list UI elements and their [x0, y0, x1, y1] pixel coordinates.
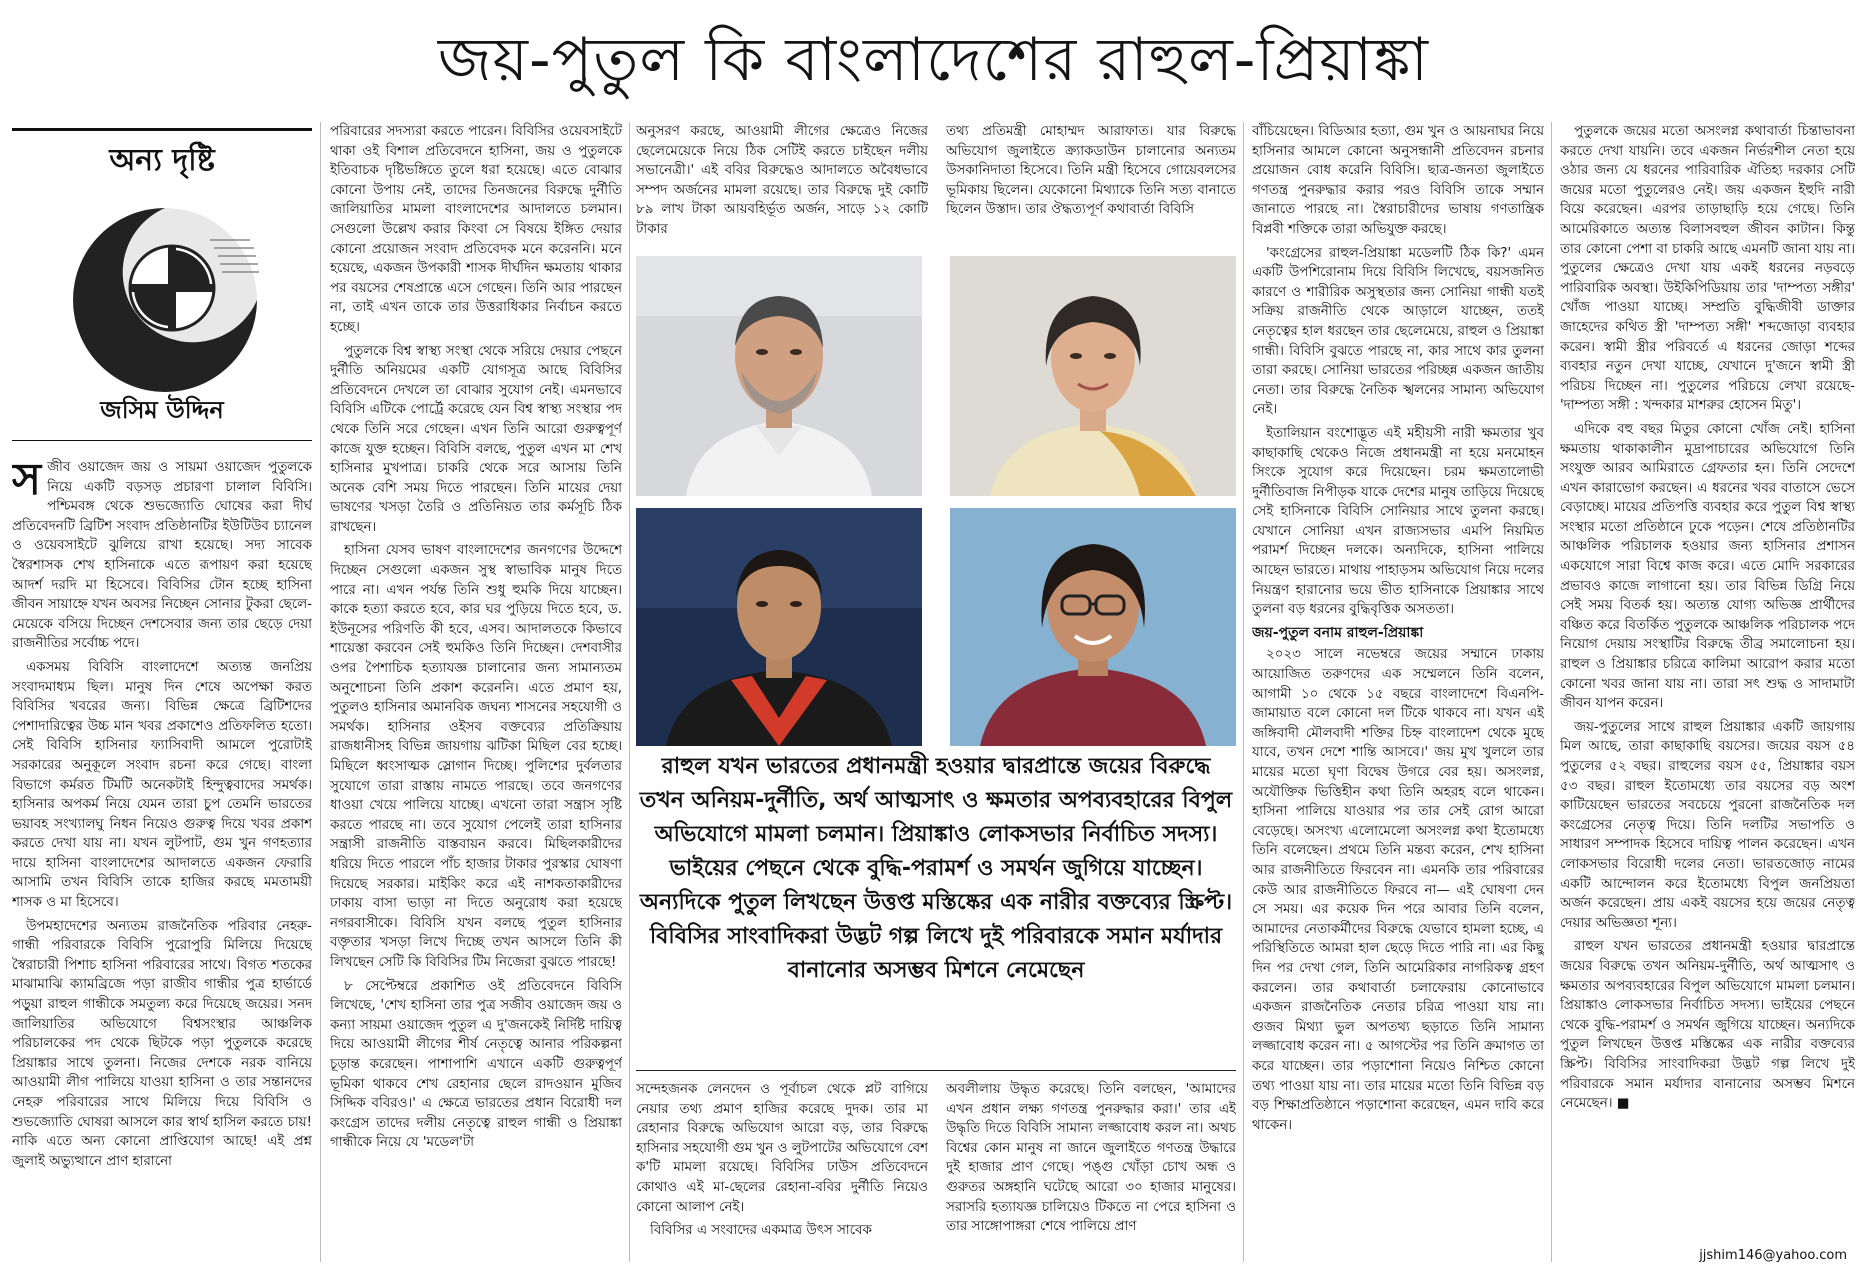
paragraph: পরিবারের সদস্যরা করতে পারেন। বিবিসির ওয়েবসাইটে থাকা ওই বিশাল প্রতিবেদনে হাসিনা, জয় ও পুতুলকে ইতিবাচক দৃষ্টিভঙ্গিতে তুলে ধরা হয়েছে। এতে বোঝার কোনো উপায় নেই, তাদের তিনজনের বিরুদ্ধে দুর্নীতি জালিয়াতির মামলা বাংলাদেশের আদালতে চলমান। সেগুলো উল্লেখ করার কিংবা সে বিষয়ে ইঙ্গিত দেয়ার কোনো প্রয়োজন সংবাদ প্রতিবেদক মনে করেননি। মনে হয়েছে, একজন উপকারী শাসক দীর্ঘদিন ক্ষমতায় থাকার পর বয়সের শেষপ্রান্তে এসে গেছেন। তিনি আর পারছেন না, তাই এখন তাকে তার উত্তরাধিকার নির্বাচন করতে হচ্ছে। — [330, 124, 622, 335]
paragraph: হাসিনা যেসব ভাষণ বাংলাদেশের জনগণের উদ্দেশে দিচ্ছেন সেগুলো একজন সুস্থ স্বাভাবিক মানুষ দিতে পারে না। এখন পর্যন্ত তিনি শুধু হুমকি দিয়ে যাচ্ছেন। কাকে হত্যা করতে হবে, কার ঘর পুড়িয়ে দিতে হবে, ড. ইউনূসের পরিণতি কী হবে, এসব। আদালতকে কিভাবে শায়েস্তা করবেন সেই হুমকিও তিনি দিচ্ছেন। দেশবাসীর ওপর পৈশাচিক হত্যাযজ্ঞ চালানোর জন্য সামান্যতম অনুশোচনা তিনি প্রকাশ করেননি। এতে প্রমাণ হয়, পুতুলও হাসিনার অমানবিক জঘন্য শাসনের সহযোগী ও সমর্থক। হাসিনার ওইসব বক্তব্যের প্রতিক্রিয়ায় রাজধানীসহ বিভিন্ন জায়গায় ঝটিকা মিছিল বের হচ্ছে। মিছিলে ধ্বংসাত্মক স্লোগান দিচ্ছে। পুলিশের দুর্বলতার সুযোগে তারা রাস্তায় নামতে পারছে। তবে জনগণের ধাওয়া খেয়ে পালিয়ে যাচ্ছে। এখনো তারা সন্ত্রাস সৃষ্টি করতে পারছে না। তবে সুযোগ পেলেই তারা হাসিনার সন্ত্রাসী রাজনীতি বাস্তবায়ন করবে। মিছিলকারীদের ধরিয়ে দিতে পারলে পাঁচ হাজার টাকার পুরস্কার ঘোষণা দিয়েছে সরকার। মাইকিং করে এই নাশকতাকারীদের ঢাকায় বাসা ভাড়া না দিতে অনুরোধ করা হয়েছে নগরবাসীকে। বিবিসি যখন বলছে পুতুল হাসিনার বক্তৃতার খসড়া লিখে দিচ্ছে তখন আসলে তিনি কী লিখছেন সেটি কি বিবিসির টিম নিজেরা বুঝতে পারছে! — [330, 543, 622, 970]
paragraph: বিবিসির এ সংবাদের একমাত্র উৎস সাবেক — [650, 1223, 872, 1239]
paragraph: পুতুলকে জয়ের মতো অসংলগ্ন কথাবার্তা চিন্তাভাবনা করতে দেখা যায়নি। তবে একজন নির্ভরশীল নেতা হয়ে ওঠার জন্য যে ধরনের পারিবারিক ঐতিহ্য দরকার সেটি জয়ের মতো পুতুলেরও নেই। জয় একজন ইহুদি নারী বিয়ে করেছেন। এরপর তাড়াছাড়ি হয়ে গেছে। তিনি আমেরিকাতে অত্যন্ত বিলাসবহুল জীবন কাটান। কিন্তু তার কোনো পেশা বা চাকরি আছে এমনটি জানা যায় না। পুতুলের ক্ষেত্রেও দেখা যায় একই ধরনের নড়বড়ে পারিবারিক অবস্থা। উইকিপিডিয়ায় তার 'দাম্পত্য সঙ্গীর' খোঁজ পাওয়া যাচ্ছে। সম্প্রতি বুদ্ধিজীবী ডাক্তার জাহেদের কথিত স্ত্রী 'দাম্পত্য সঙ্গী' শব্দজোড়া ব্যবহার করেন। স্বামী স্ত্রীর পরিবর্তে এ ধরনের জোড়া শব্দের ব্যবহার নতুন দেখা যাচ্ছে, যেখানে দু'জনে স্বামী স্ত্রী পরিচয় দিচ্ছেন না। পুতুলের পরিচয়ে লেখা রয়েছে- 'দাম্পত্য সঙ্গী : খন্দকার মাশরুর হোসেন মিতু'। — [1560, 124, 1855, 414]
article-column-6 — [1560, 122, 1855, 1242]
pullquote-bottom-rule — [636, 1070, 1236, 1071]
paragraph: ২০২৩ সালে নভেম্বরে জয়ের সম্মানে ঢাকায় আয়োজিত তরুণদের এক সম্মেলনে তিনি বলেন, আগামী ১০ থেকে ১৫ বছরে বাংলাদেশে বিএনপি-জামায়াত বলে কোনো দল টিকে থাকবে না। যখন এই জঙ্গিবাদী মৌলবাদী শক্তির চিহ্ন বাংলাদেশ থেকে মুছে যাবে, তখন দেশে শান্তি আসবে।' জয় মুখ খুললে তার মায়ের মতো ঘৃণা বিদ্বেষ উগরে বের হয়। অসংলগ্ন, অযৌক্তিক ভিত্তিহীন কথা তিনি অহরহ বলে থাকেন। হাসিনা পালিয়ে যাওয়ার পর তার সেই রোগ আরো বেড়েছে। অসংখ্য এলোমেলো অসংলগ্ন কথা ইতোমধ্যে তিনি বলেছেন। প্রথমে তিনি মন্তব্য করেন, শেখ হাসিনা আর রাজনীতিতে ফিরবেন না। এমনকি তার পরিবারের কেউ আর রাজনীতিতে ফিরবে না— এই ঘোষণা দেন সে সময়। এর কয়েক দিন পরে আবার তিনি বলেন, আমাদের নেতাকর্মীদের বিরুদ্ধে যেভাবে হামলা হচ্ছে, এ পরিস্থিতিতে আমরা হাল ছেড়ে দিতে পারি না। এর কিছু দিন পর দেখা গেল, তিনি আমেরিকার নাগরিকত্ব গ্রহণ করলেন। তার কথাবার্তা চলাফেরায় কোনোভাবে একজন রাজনৈতিক নেতার চরিত্র পাওয়া যায় না। গুজব মিথ্যা ভুল অপতথ্য ছড়াতে তিনি সামান্য লজ্জাবোধ করেন না। ৫ আগস্টের পর তিনি ক্রমাগত তা করে যাচ্ছেন। তার পড়াশোনা নিয়েও নিশ্চিত কোনো তথ্য পাওয়া যায় না। তার মায়ের মতো তিনি বিভিন্ন বড় বড় শিক্ষাপ্রতিষ্ঠানে পড়াশোনা করেছেন, এমন দাবি করে থাকেন। — [1252, 647, 1544, 1133]
column-logo-icon — [60, 200, 270, 400]
paragraph: একসময় বিবিসি বাংলাদেশে অত্যন্ত জনপ্রিয় সংবাদমাধ্যম ছিল। মানুষ দিন শেষে অপেক্ষা করত বিবিসির খবরের জন্য। বিভিন্ন ক্ষেত্রে ব্রিটিশদের পেশাদারিত্বের উচ্চ মান খবর প্রকাশেও প্রতিফলিত হতো। সেই বিবিসি হাসিনার ফ্যাসিবাদী আমলে পুরোটাই সরকারের অনুকূলে সংবাদ রচনা করে গেছে। বাংলা বিভাগে কর্মরত টিমটি অনেকটাই হিন্দুত্ববাদের সমর্থক। হাসিনার অপকর্ম নিয়ে যেমন তারা চুপ তেমনি ভারতের ভয়াবহ সংখ্যালঘু নিধন নিয়েও গুরুত্ব দিয়ে খবর প্রকাশ করতে দেখা যায় না। যখন লুটপাট, গুম খুন গণহত্যার দায়ে হাসিনা বাংলাদেশের আদালতে একজন ফেরারি আসামি তখন বিবিসি তাকে হাজির করছে মমতাময়ী শাসক ও মা হিসেবে। — [12, 659, 312, 911]
paragraph: ৮ সেপ্টেম্বরে প্রকাশিত ওই প্রতিবেদনে বিবিসি লিখেছে, 'শেখ হাসিনা তার পুত্র সজীব ওয়াজেদ জয় ও কন্যা সায়মা ওয়াজেদ পুতুল এ দু'জনকেই নির্দিষ্ট দায়িত্ব দিয়ে আওয়ামী লীগের শীর্ষ নেতৃত্বে আনার পরিকল্পনা চূড়ান্ত করেছেন। পাশাপাশি এখানে একটি গুরুত্বপূর্ণ ভূমিকা থাকবে শেখ রেহানার ছেলে রাদওয়ান মুজিব সিদ্দিক ববিরও।' এ ক্ষেত্রে ভারতের প্রধান বিরোধী দল কংগ্রেস তাদের দলীয় নেতৃত্বে রাহুল গান্ধী ও প্রিয়াঙ্কা গান্ধীকে নিয়ে যে 'মডেল'টা — [330, 978, 622, 1151]
pull-quote: রাহুল যখন ভারতের প্রধানমন্ত্রী হওয়ার দ্বারপ্রান্তে জয়ের বিরুদ্ধে তখন অনিয়ম-দুর্নীতি, অর্থ আত্মসাৎ ও ক্ষমতার অপব্যবহারের বিপুল অভিযোগে মামলা চলমান। প্রিয়াঙ্কাও লোকসভার নির্বাচিত সদস্য। ভাইয়ের পেছনে থেকে বুদ্ধি-পরামর্শ ও সমর্থন জুগিয়ে যাচ্ছেন। অন্যদিকে পুতুল লিখছেন উত্তপ্ত মস্তিষ্কের এক নারীর বক্তব্যের স্ক্রিপ্ট। বিবিসির সাংবাদিকরা উদ্ভট গল্প লিখে দুই পরিবারকে সমান মর্যাদার বানানোর অসম্ভব মিশনে নেমেছেন — [639, 754, 1233, 983]
author-email: jjshim146@yahoo.com — [1699, 1248, 1847, 1263]
photo-saima-wazed-putul — [950, 508, 1236, 746]
paragraph: পুতুলকে বিশ্ব স্বাস্থ্য সংস্থা থেকে সরিয়ে দেয়ার পেছনে দুর্নীতি অনিয়মের একটি যোগসূত্র আছে বিবিসির প্রতিবেদনে দেখলে তা বোঝার সুযোগ নেই। এমনভাবে বিবিসি এটিকে পোর্ট্রে করেছে যেন বিশ্ব স্বাস্থ্য সংস্থার পদ থেকে তিনি সরে গেছেন। এখন তিনি আরো গুরুত্বপূর্ণ কাজে যুক্ত হচ্ছেন। বিবিসি বলছে, পুতুল এখন মা শেখ হাসিনার মুখপাত্র। চাকরি থেকে সরে আসায় তিনি অনেক বেশি সময় দিতে পারছেন। তিনি মায়ের দেয়া ভাষণের খসড়া তৈরি ও প্রতিনিয়ত তার কর্মসূচি ঠিক রাখছেন। — [330, 343, 622, 535]
paragraph: সন্দেহজনক লেনদেন ও পূর্বাচল থেকে প্লট বাগিয়ে নেয়ার তথ্য প্রমাণ হাজির করেছে দুদক। তার মা রেহানার বিরুদ্ধে অভিযোগ আরো বড়, তার বিরুদ্ধে হাসিনার সহযোগী গুম খুন ও লুটপাটের অভিযোগে বেশ ক'টি মামলা রয়েছে। বিবিসির ঢাউস প্রতিবেদনে কোথাও এই মা-ছেলের রেহানা-ববির দুর্নীতি নিয়েও কোনো আলাপ নেই। — [636, 1082, 928, 1215]
byline-rule — [12, 440, 312, 441]
paragraph: অনুসরণ করছে, আওয়ামী লীগের ক্ষেত্রেও নিজের ছেলেমেয়েকে নিয়ে ঠিক সেটিই করতে চাইছেন দলীয় সভানেত্রী।' এই ববির বিরুদ্ধেও আদালতে অবৈধভাবে সম্পদ অর্জনের মামলা রয়েছে। তার বিরুদ্ধে দুই কোটি ৮৯ লাখ টাকা আয়বহির্ভূত অর্জন, সাড়ে ১২ কোটি টাকার — [636, 124, 928, 237]
paragraph: এদিকে বহু বছর মিতুর কোনো খোঁজ নেই। হাসিনা ক্ষমতায় থাকাকালীন মুদ্রাপাচারের অভিযোগে তিনি সংযুক্ত আরব আমিরাতে গ্রেফতার হন। তিনি সেদেশে এখন কারাভোগ করছেন। এ ধরনের খবর বাতাসে ভেসে বেড়াচ্ছে। মায়ের প্রতিপত্তি ব্যবহার করে পুতুল বিশ্ব স্বাস্থ্য সংস্থার মতো প্রতিষ্ঠানে ঢুকে পড়েন। শেষে প্রতিষ্ঠানটির আঞ্চলিক পরিচালক হওয়ার জন্য হাসিনার প্রশাসন একযোগে সারা বিশ্বে কাজ করে। এতে মোদি সরকারের প্রভাবও কাজে লাগানো হয়। তার বিভিন্ন ডিগ্রি নিয়ে সেই সময় বিতর্ক হয়। অত্যন্ত যোগ্য অভিজ্ঞ প্রার্থীদের বঞ্চিত করে বিতর্কিত পুতুলকে আঞ্চলিক পরিচালক পদে নিয়োগ দেয়ায় সংস্থাটির বিরুদ্ধে তীব্র সমালোচনা হয়। রাহুল ও প্রিয়াঙ্কার চরিত্রে কালিমা আরোপ করার মতো কোনো খবর জানা যায় না। তারা সৎ শুদ্ধ ও সাদামাটা জীবন যাপন করেন। — [1560, 421, 1855, 712]
article-column-4-top — [946, 122, 1236, 244]
photo-sajeeb-wazed-joy — [636, 508, 922, 746]
subheading: জয়-পুতুল বনাম রাহুল-প্রিয়াঙ্কা — [1252, 624, 1424, 641]
article-column-1 — [12, 458, 312, 1270]
paragraph: তথ্য প্রতিমন্ত্রী মোহাম্মদ আরাফাত। যার বিরুদ্ধে অভিযোগ জুলাইতে ক্র্যাকডাউন চালানোর অন্যতম উসকানিদাতা হিসেবে। তিনি মন্ত্রী হিসেবে গোয়েবলসের ভূমিকায় ছিলেন। যেকোনো মিথ্যাকে তিনি সত্য বানাতে ছিলেন উস্তাদ। তার ঔদ্ধত্যপূর্ণ কথাবার্তা বিবিসি — [946, 124, 1236, 218]
article-column-2 — [330, 122, 622, 1270]
section-label: অন্য দৃষ্টি — [109, 143, 215, 178]
article-column-5 — [1252, 122, 1544, 1270]
paragraph: জীব ওয়াজেদ জয় ও সায়মা ওয়াজেদ পুতুলকে নিয়ে একটি বড়সড় প্রচারণা চালাল বিবিসি। পশ্চিমবঙ্গ থেকে শুভজ্যোতি ঘোষের করা দীর্ঘ প্রতিবেদনটি ব্রিটিশ সংবাদ প্রতিষ্ঠানটির ইউটিউব চ্যানেল ও ওয়েবসাইটে ঝুলিয়ে রাখা হয়েছে। সদ্য সাবেক স্বৈরশাসক শেখ হাসিনাকে এতে রূপায়ণ করা হয়েছে আদর্শ দরদি মা হিসেবে। বিবিসির টোন হচ্ছে হাসিনা জীবন সায়াহ্নে যখন অবসর নিচ্ছেন সোনার টুকরা ছেলে-মেয়েকে বসিয়ে দিচ্ছেন দেশসেবার জন্য তার ছেড়ে দেয়া রাজনীতির সর্বোচ্চ পদে। — [12, 460, 312, 652]
section-rule — [12, 128, 312, 131]
photo-rahul-gandhi — [636, 256, 922, 496]
author-byline: জসিম উদ্দিন — [100, 396, 224, 424]
drop-cap: স — [12, 458, 42, 505]
paragraph: জয়-পুতুলের সাথে রাহুল প্রিয়াঙ্কার একটি জায়গায় মিল আছে, তারা কাছাকাছি বয়সের। জয়ের বয়স ৫৪ পুতুলের ৫২ বছর। রাহুলের বয়স ৫৫, প্রিয়াঙ্কার বয়স ৫৩ বছর। রাহুল ইতোমধ্যে তার বয়সের বড় অংশ কাটিয়েছেন ভারতের সবচেয়ে পুরনো রাজনৈতিক দল কংগ্রেসের নেতৃত্ব দিয়ে। তিনি দলটির সভাপতি ও সাধারণ সম্পাদক হিসেবে দায়িত্ব পালন করেছেন। এখন লোকসভার বিরোধী দলের নেতা। ভারতজোড় নামের একটি আন্দোলন করে ইতোমধ্যে বিপুল জনপ্রিয়তা অর্জন করেছেন। প্রায় একই বয়সের হয়ে জয়ের নেতৃত্ব দেয়ার অভিজ্ঞতা শূন্য। — [1560, 719, 1855, 931]
article-column-3-bottom — [636, 1080, 928, 1270]
article-column-4-bottom — [946, 1080, 1236, 1270]
paragraph: অবলীলায় উদ্ধৃত করেছে। তিনি বলছেন, 'আমাদের এখন প্রধান লক্ষ্য গণতন্ত্র পুনরুদ্ধার করা।' তার এই উদ্ধৃতি দিতে বিবিসি সামান্য লজ্জাবোধ করল না। অথচ বিশ্বের কোন মানুষ না জানে জুলাইতে গণতন্ত্র উদ্ধারে দুই হাজার প্রাণ গেছে। পঙ্গু খোঁড়া চোখ অন্ধ ও গুরুতর অঙ্গহানি ঘটেছে আরো ৩০ হাজার মানুষের। সরাসরি হত্যাযজ্ঞ চালিয়েও টিকতে না পেরে হাসিনা ও তার সাঙ্গোপাঙ্গরা শেষে পালিয়ে প্রাণ — [946, 1082, 1236, 1235]
paragraph: 'কংগ্রেসের রাহুল-প্রিয়াঙ্কা মডেলটি ঠিক কি?' এমন একটি উপশিরোনাম দিয়ে বিবিসি লিখেছে, বয়সজনিত কারণে ও শারীরিক অসুস্থতার জন্য সোনিয়া গান্ধী যতই সক্রিয় রাজনীতি থেকে আড়ালে যাচ্ছেন, ততই নেতৃত্বের হাল ধরছেন তার ছেলেমেয়ে, রাহুল ও প্রিয়াঙ্কা গান্ধী। বিবিসি বুঝতে পারছে না, কার সাথে কার তুলনা তারা করছে। সোনিয়া ভারতের পরিচ্ছন্ন একজন জাতীয় নেতা। তার বিরুদ্ধে নৈতিক স্খলনের সামান্য অভিযোগ নেই। — [1252, 245, 1544, 418]
paragraph: বাঁচিয়েছেন। বিডিআর হত্যা, গুম খুন ও আয়নাঘর নিয়ে হাসিনার আমলে কোনো অনুসন্ধানী প্রতিবেদন রচনার প্রয়োজন বোধ করেনি বিবিসি। ছাত্র-জনতা জুলাইতে গণতন্ত্র পুনরুদ্ধার করার পরও বিবিসি তাকে সম্মান জানাতে পারছে না। স্বৈরাচারীদের ভাষায় গণতান্ত্রিক বিপ্লবী শক্তিকে তারা অভিযুক্ত করছে। — [1252, 124, 1544, 237]
paragraph: রাহুল যখন ভারতের প্রধানমন্ত্রী হওয়ার দ্বারপ্রান্তে জয়ের বিরুদ্ধে তখন অনিয়ম-দুর্নীতি, অর্থ আত্মসাৎ ও ক্ষমতার অপব্যবহারের বিপুল অভিযোগে মামলা চলমান। প্রিয়াঙ্কাও লোকসভার নির্বাচিত সদস্য। ভাইয়ের পেছনে থেকে বুদ্ধি-পরামর্শ ও সমর্থন জুগিয়ে যাচ্ছেন। অন্যদিকে পুতুল লিখছেন উত্তপ্ত মস্তিষ্কের এক নারীর বক্তব্যের স্ক্রিপ্ট। বিবিসির সাংবাদিকরা উদ্ভট গল্প লিখে দুই পরিবারকে সমান মর্যাদার বানানোর অসম্ভব মিশনে নেমেছেন। ■ — [1560, 939, 1855, 1112]
paragraph: ইতালিয়ান বংশোদ্ভূত এই মহীয়সী নারী ক্ষমতার খুব কাছাকাছি থেকেও নিজে প্রধানমন্ত্রী না হয়ে মনমোহন সিংকে সুযোগ করে দিয়েছেন। চরম ক্ষমতালোভী দুর্নীতিবাজ নিপীড়ক যাকে দেশের মানুষ তাড়িয়ে দিয়েছে সেই হাসিনাকে বিবিসি সোনিয়ার সাথে তুলনা করছে। যেখানে সোনিয়া এখন রাজ্যসভার এমপি নিয়মিত পরামর্শ দিচ্ছেন দলকে। অন্যদিকে, হাসিনা পালিয়ে আছেন ভারতে। মাথায় পাহাড়সম অভিযোগ নিয়ে দলের নিয়ন্ত্রণ হারানোর ভয়ে ভীত হাসিনাকে প্রিয়াঙ্কার সাথে তুলনা বড় ধরনের বুদ্ধিবৃত্তিক অসততা। — [1252, 425, 1544, 618]
photo-priyanka-gandhi — [950, 256, 1236, 496]
headline: জয়-পুতুল কি বাংলাদেশের রাহুল-প্রিয়াঙ্কা — [437, 25, 1430, 95]
paragraph: উপমহাদেশের অন্যতম রাজনৈতিক পরিবার নেহরু-গান্ধী পরিবারকে বিবিসি পুরোপুরি মিলিয়ে দিয়েছে স্বৈরাচারী পিশাচ হাসিনা পরিবারের সাথে। বিগত শতকের মাঝামাঝি ক্যামব্রিজে পড়া রাজীব গান্ধীর পুত্র হার্ভার্ডে পড়ুয়া রাহুল গান্ধীকে সমতুল্য করে দিয়েছে জয়ের। সনদ জালিয়াতির অভিযোগে বিশ্বসংস্থার আঞ্চলিক পরিচালকের পদ থেকে ছিটকে পড়া পুতুলকে করেছে প্রিয়াঙ্কার সাথে তুলনা। নিজের দেশকে নরক বানিয়ে আওয়ামী লীগ পালিয়ে যাওয়া হাসিনা ও তার সন্তানদের নেহরু পরিবারের সাথে মিলিয়ে দিয়ে বিবিসি ও শুভজ্যোতি ঘোষরা আসলে কার স্বার্থ হাসিল করতে চায়! নাকি এতে অন্য কোনো প্রাপ্তিযোগ আছে! এই প্রশ্ন জুলাই অভ্যুত্থানে প্রাণ হারানো — [12, 918, 312, 1169]
article-column-3-top — [636, 122, 928, 244]
